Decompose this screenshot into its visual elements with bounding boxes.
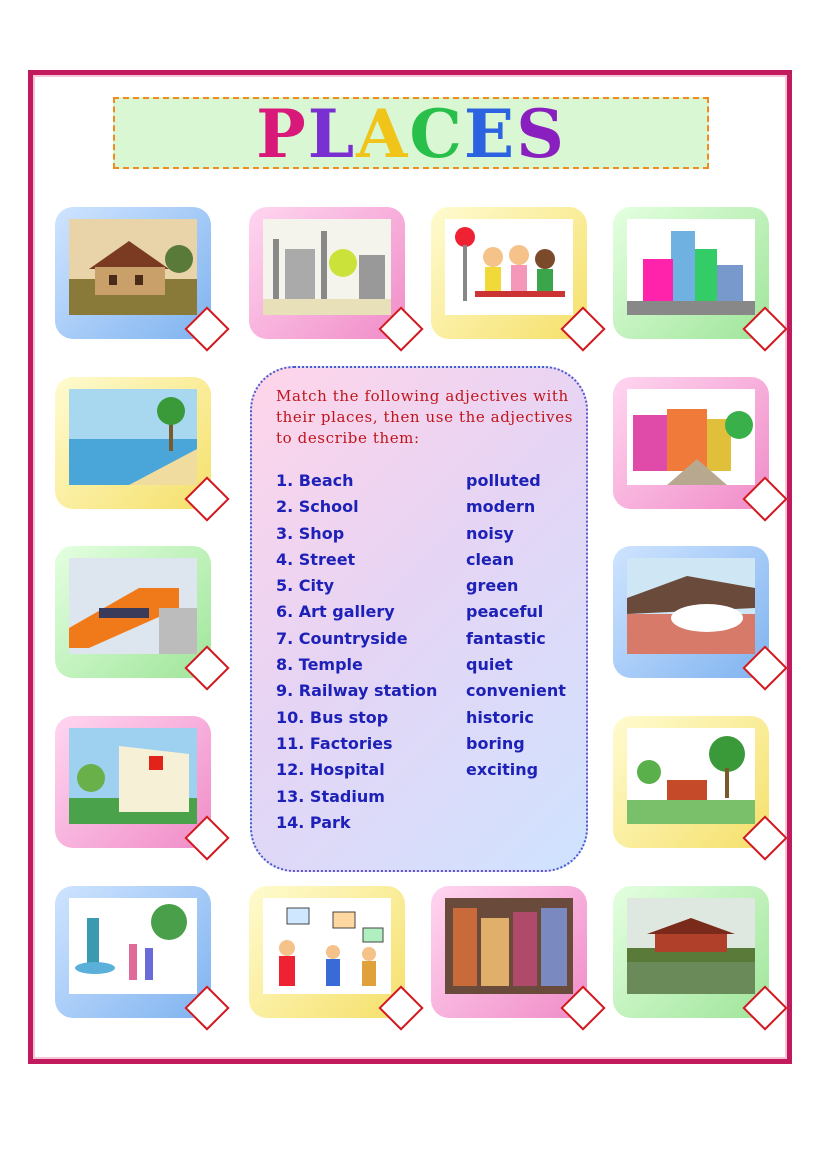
picture-card xyxy=(613,886,769,1018)
picture-card xyxy=(55,207,211,339)
temple-icon xyxy=(627,898,755,994)
list-item: boring xyxy=(466,733,525,753)
bus-stop-children-icon xyxy=(445,219,573,315)
picture-card xyxy=(55,716,211,848)
colorful-street-icon xyxy=(627,389,755,485)
picture-card xyxy=(249,886,405,1018)
railway-station-icon xyxy=(69,558,197,654)
countryside-house-icon xyxy=(69,219,197,315)
picture-card xyxy=(249,207,405,339)
list-item: 14. Park xyxy=(276,812,351,832)
title-letter: E xyxy=(463,95,517,173)
city-street-shops-icon xyxy=(627,219,755,315)
title-letter: C xyxy=(409,95,464,173)
list-item: noisy xyxy=(466,523,514,543)
list-item: 13. Stadium xyxy=(276,786,385,806)
beach-icon xyxy=(69,389,197,485)
list-item: quiet xyxy=(466,655,513,675)
list-item: convenient xyxy=(466,681,566,701)
park-trees-icon xyxy=(627,728,755,824)
list-item: 4. Street xyxy=(276,549,356,569)
picture-card xyxy=(613,716,769,848)
picture-card xyxy=(613,377,769,509)
city-square-fountain-icon xyxy=(69,898,197,994)
picture-card xyxy=(55,546,211,678)
picture-card xyxy=(55,886,211,1018)
title-banner xyxy=(113,95,709,173)
list-item: 1. Beach xyxy=(276,471,354,490)
art-gallery-icon xyxy=(263,898,391,994)
factories-icon xyxy=(263,219,391,315)
adjectives-list xyxy=(466,468,566,784)
picture-card xyxy=(613,207,769,339)
list-item: 10. Bus stop xyxy=(276,707,389,727)
picture-card xyxy=(55,377,211,509)
list-item: 12. Hospital xyxy=(276,760,385,780)
list-item: clean xyxy=(466,549,515,569)
list-item: modern xyxy=(466,497,536,517)
list-item: fantastic xyxy=(466,628,546,648)
list-item: historic xyxy=(466,707,534,727)
shop-icon xyxy=(445,898,573,994)
title-letter: A xyxy=(356,95,410,173)
hospital-icon xyxy=(69,728,197,824)
list-item: exciting xyxy=(466,760,539,780)
title-letter: P xyxy=(256,95,308,173)
list-item: peaceful xyxy=(466,602,544,622)
list-item: 5. City xyxy=(276,576,335,596)
list-item: 2. School xyxy=(276,497,359,517)
stadium-icon xyxy=(627,558,755,654)
page-title xyxy=(115,95,707,173)
list-item: 3. Shop xyxy=(276,523,345,543)
exercise-panel xyxy=(250,366,588,872)
list-item: 9. Railway station xyxy=(276,681,438,701)
instructions: Match the following adjectives with their places, then use the adjectives to describe them: xyxy=(276,387,574,447)
list-item: 7. Countryside xyxy=(276,628,408,648)
places-list xyxy=(276,468,437,836)
list-item: green xyxy=(466,576,519,596)
list-item: 6. Art gallery xyxy=(276,602,395,622)
list-item: 8. Temple xyxy=(276,655,363,675)
picture-card xyxy=(613,546,769,678)
picture-card xyxy=(431,207,587,339)
list-item: polluted xyxy=(466,471,541,490)
list-item: 11. Factories xyxy=(276,733,393,753)
picture-card xyxy=(431,886,587,1018)
title-letter: S xyxy=(516,95,566,173)
title-letter: L xyxy=(307,95,357,173)
